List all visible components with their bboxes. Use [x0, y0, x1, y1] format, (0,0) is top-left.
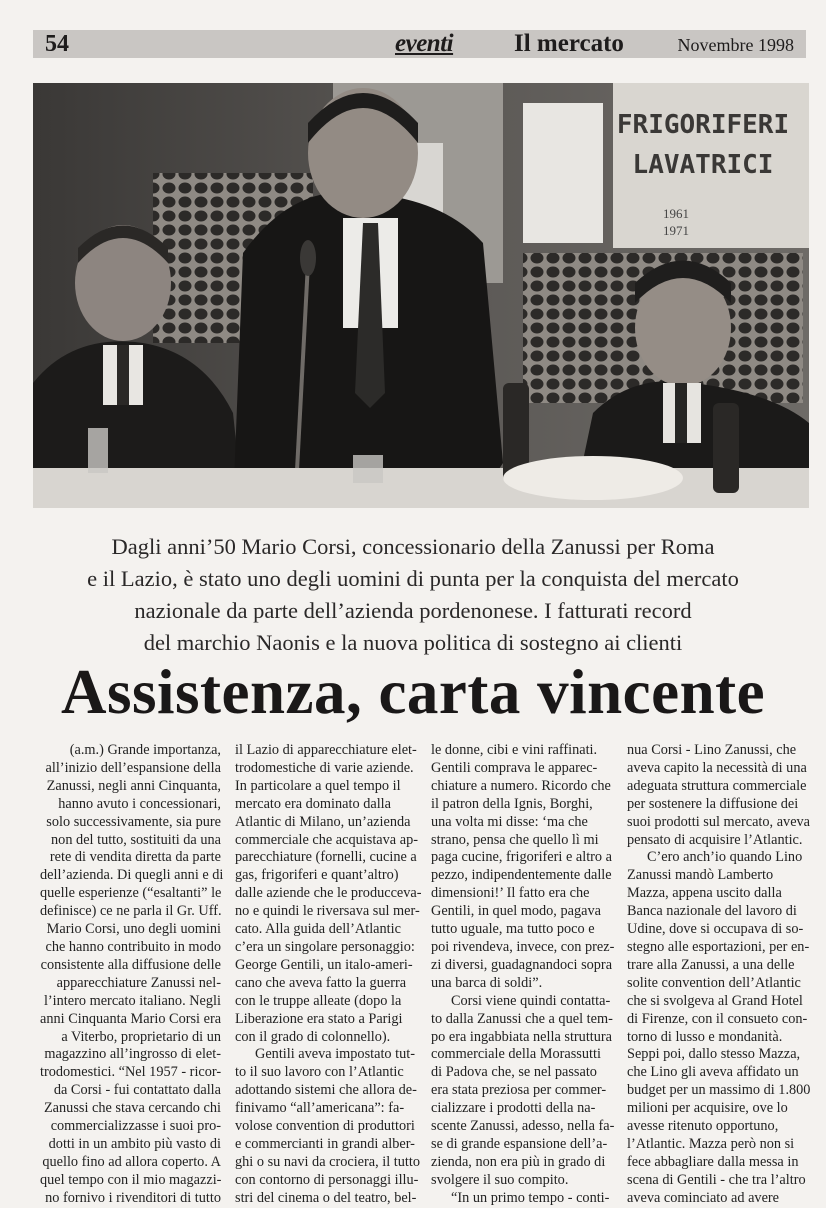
text-line: Banca nazionale del lavoro di: [627, 903, 797, 920]
text-line: Liberazione era stato a Parigi: [235, 1010, 403, 1027]
microphone: [300, 240, 316, 276]
text-line: da Corsi - fui contattato dalla: [53, 1082, 221, 1099]
article-subheading: [40, 531, 786, 659]
text-line: dalle aziende che le producceva-: [235, 885, 422, 902]
sign-line1: FRIGORIFERI: [616, 110, 790, 140]
text-line: Seppi poi, dallo stesso Mazza,: [627, 1046, 801, 1063]
text-line: Gentili, in quel modo, pagava: [431, 903, 601, 920]
text-line: le donne, cibi e vini raffinati.: [431, 742, 598, 758]
text-line: una volta mi disse: ‘ma che: [431, 813, 588, 830]
text-line: Gentili comprava le apparec-: [431, 759, 598, 776]
text-line: una barca di soldi”.: [431, 974, 543, 991]
page-number: 54: [45, 31, 69, 57]
text-line: zi diversi, guadagnandoci sopra: [431, 956, 613, 973]
text-line: poi rivendeva, invece, con prez-: [431, 938, 615, 955]
text-line: cano che aveva fatto la guerra: [235, 974, 407, 991]
text-line: e commercianti in grandi alber-: [235, 1135, 415, 1152]
text-line: Zanussi, negli anni Cinquanta,: [46, 777, 221, 794]
text-line: Udine, dove si occupava di so-: [627, 921, 804, 938]
text-line: zienda, non era più in grado di: [431, 1153, 606, 1170]
text-line: aveva cominciato ad avere: [627, 1189, 780, 1206]
text-line: stegno alle esportazioni, per en-: [627, 938, 810, 955]
text-line: rete di vendita diretta da parte: [49, 849, 221, 866]
article-photo: [33, 83, 809, 508]
text-line: hanno avuto i concessionari,: [58, 795, 221, 812]
text-line: c’era un singolare personaggio:: [235, 938, 415, 955]
text-line: nua Corsi - Lino Zanussi, che: [627, 742, 797, 758]
text-line: di Firenze, con il consueto con-: [627, 1010, 808, 1027]
text-line: In particolare a quel tempo il: [235, 777, 401, 794]
text-line: all’inizio dell’espansione della: [45, 759, 221, 776]
text-line: commerciale che acquistava ap-: [235, 831, 418, 848]
text-line: Corsi viene quindi contatta-: [451, 992, 611, 1009]
subhead-line: del marchio Naonis e la nuova politica di sostegno ai clienti: [143, 630, 683, 655]
page-header: [33, 30, 806, 58]
text-line: no e quindi le riversava sul mer-: [235, 903, 420, 920]
text-line: fece abbagliare dalla messa in: [627, 1153, 799, 1170]
text-line: pensato di acquisire l’Atlantic.: [627, 831, 803, 848]
text-line: Zanussi mandò Lamberto: [627, 867, 774, 884]
text-line: quelle esperienze (“esaltanti” le: [40, 885, 222, 902]
table: [33, 468, 809, 508]
text-line: pezzo, indipendentemente dalle: [431, 867, 612, 884]
text-line: scente Zanussi, adesso, nella fa-: [431, 1118, 615, 1135]
text-line: magazzino all’ingrosso di elet-: [44, 1046, 221, 1063]
subhead-line: nazionale da parte dell’azienda pordenonese. I fatturati record: [134, 598, 692, 623]
text-line: definisce) ce ne parla il Gr. Uff.: [40, 903, 222, 920]
text-line: per sostenere la diffusione dei: [627, 795, 799, 812]
text-line: po era ingabbiata nella struttura: [431, 1028, 613, 1045]
article-headline: Assistenza, carta vincente: [60, 657, 766, 727]
sign-line2: LAVATRICI: [632, 150, 774, 180]
text-line: adeguata struttura commerciale: [627, 777, 807, 794]
article-column-1: [40, 742, 224, 1208]
text-line: il patron della Ignis, Borghi,: [431, 795, 593, 812]
text-line: quello fino ad allora coperto. A: [42, 1153, 221, 1170]
glass: [353, 455, 383, 483]
text-line: strano, pensa che quello lì mi: [431, 831, 599, 848]
article-column-2: [235, 742, 422, 1208]
sign-year1: 1961: [663, 206, 689, 221]
wine-bottle: [713, 403, 739, 493]
text-line: trodomestici. “Nel 1957 - ricor-: [40, 1064, 222, 1081]
text-line: paga cucine, frigoriferi e altro a: [431, 849, 612, 866]
text-line: suoi prodotti sul mercato, aveva: [627, 813, 811, 830]
text-line: cializzare i prodotti della na-: [431, 1100, 596, 1117]
text-line: consistente alla diffusione delle: [40, 956, 221, 973]
text-line: no fornivo i rivenditori di tutto: [45, 1189, 221, 1206]
article-column-3: [431, 742, 615, 1208]
text-line: tutto uguale, ma tutto poco e: [431, 921, 595, 938]
text-line: aveva capito la necessità di una: [627, 759, 807, 776]
text-line: il Lazio di apparecchiature elet-: [235, 742, 417, 758]
text-line: solo successivamente, sia pure: [46, 813, 221, 830]
text-line: gas, frigoriferi e quant’altro): [235, 867, 399, 884]
text-line: l’Atlantic. Mazza però non si: [627, 1135, 795, 1152]
text-line: “In un primo tempo - conti-: [451, 1189, 610, 1206]
article-column-4: [627, 742, 811, 1208]
text-line: milioni per acquisire, ove lo: [627, 1100, 788, 1117]
text-line: parecchiature (fornelli, cucine a: [235, 849, 417, 866]
text-line: Mario Corsi, uno degli uomini: [46, 921, 221, 938]
poster: [523, 103, 603, 243]
text-line: quel tempo con il mio magazzi-: [40, 1171, 222, 1188]
text-line: che si svolgeva al Grand Hotel: [627, 992, 803, 1009]
text-line: volose convention di produttori: [235, 1118, 415, 1135]
section-title: Il mercato: [514, 30, 624, 57]
text-line: con le truppe alleate (dopo la: [235, 992, 402, 1009]
text-line: Zanussi che stava cercando chi: [43, 1100, 221, 1117]
text-line: Mazza, appena uscito dalla: [627, 885, 782, 902]
text-line: trodomestiche di varie aziende.: [235, 759, 414, 776]
text-line: era stata preziosa per commer-: [431, 1082, 607, 1099]
text-line: scena di Gentili - che tra l’altro: [627, 1171, 806, 1188]
text-line: cato. Alla guida dell’Atlantic: [235, 921, 401, 938]
text-line: che hanno contribuito in modo: [45, 938, 221, 955]
text-line: trare alla Zanussi, a una delle: [627, 956, 795, 973]
subhead-line: Dagli anni’50 Mario Corsi, concessionario della Zanussi per Roma: [111, 534, 715, 559]
text-line: ghi o su navi da crociera, il tutto: [235, 1153, 421, 1170]
text-line: commerciale della Morassutti: [431, 1046, 601, 1063]
text-line: stri del cinema o del teatro, bel-: [235, 1189, 417, 1206]
text-line: l’intero mercato italiano. Negli: [43, 992, 221, 1009]
text-line: che Lino gli aveva affidato un: [627, 1064, 799, 1081]
text-line: con contorno di personaggi illu-: [235, 1171, 419, 1188]
photo-illustration: [33, 83, 809, 508]
text-line: to dalla Zanussi che a quel tem-: [431, 1010, 613, 1027]
text-line: budget per un massimo di 1.800: [627, 1082, 811, 1099]
text-line: di Padova che, se nel passato: [431, 1064, 597, 1081]
text-line: to il suo lavoro con l’Atlantic: [235, 1064, 404, 1081]
text-line: commercializzasse i suoi pro-: [50, 1118, 221, 1135]
text-line: finivamo “all’americana”: fa-: [235, 1100, 405, 1117]
section-logo: eventi: [395, 30, 454, 57]
text-line: a Viterbo, proprietario di un: [61, 1028, 221, 1045]
text-line: chiature a numero. Ricordo che: [431, 777, 611, 794]
text-line: Gentili aveva impostato tut-: [255, 1046, 416, 1063]
text-line: Atlantic di Milano, un’azienda: [235, 813, 411, 830]
text-line: dimensioni!’ Il fatto era che: [431, 885, 590, 902]
text-line: dotti in un ambito più vasto di: [48, 1135, 221, 1152]
text-line: avesse ritenuto opportuno,: [627, 1118, 779, 1135]
flowers: [503, 456, 683, 500]
text-line: adottando sistemi che allora de-: [235, 1082, 417, 1099]
issue-date: Novembre 1998: [677, 35, 794, 55]
text-line: con il grado di colonnello).: [235, 1028, 391, 1045]
text-line: anni Cinquanta Mario Corsi era: [40, 1010, 222, 1027]
text-line: mercato era dominato dalla: [235, 795, 392, 812]
text-line: solite convention dell’Atlantic: [627, 974, 801, 991]
text-line: torno di lusso e mondanità.: [627, 1028, 783, 1045]
text-line: apparecchiature Zanussi nel-: [56, 974, 221, 991]
glass: [88, 428, 108, 473]
text-line: non del tutto, sostituiti da una: [51, 831, 221, 848]
text-line: (a.m.) Grande importanza,: [69, 742, 221, 758]
text-line: George Gentili, un italo-ameri-: [235, 956, 413, 973]
text-line: C’ero anch’io quando Lino: [647, 849, 803, 866]
sign-year2: 1971: [663, 223, 689, 238]
subhead-line: e il Lazio, è stato uno degli uomini di punta per la conquista del mercato: [87, 566, 739, 591]
text-line: svolgere il suo compito.: [431, 1171, 569, 1188]
text-line: se di grande espansione dell’a-: [431, 1135, 608, 1152]
text-line: dell’azienda. Di quegli anni e di: [40, 867, 224, 884]
